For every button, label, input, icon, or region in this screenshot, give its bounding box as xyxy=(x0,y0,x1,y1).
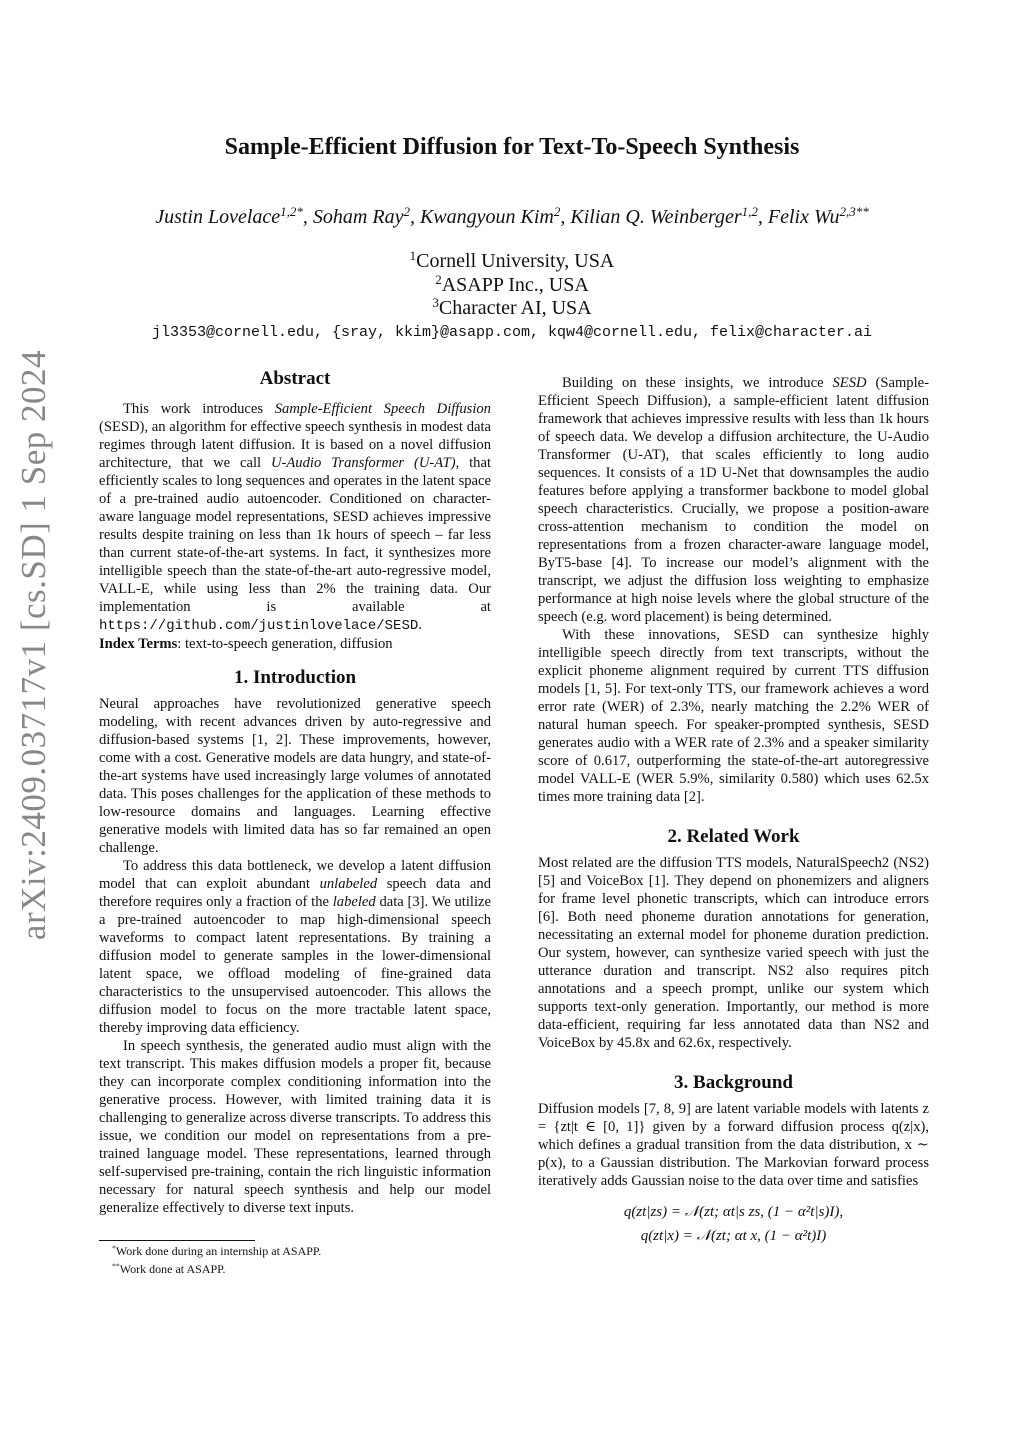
author-emails: jl3353@cornell.edu, {sray, kkim}@asapp.com, kqw4@cornell.edu, felix@character.ai xyxy=(151,324,873,341)
paragraph-text: Building on these insights, we introduce xyxy=(562,375,833,391)
author-affiliation-mark: 2 xyxy=(553,203,561,219)
abstract-text: , that efficiently scales to long sequences and operates in the latent space of a pre-trained audio autoencoder. Conditioned on character-aware language model representations, SESD achieves impressive results despite training on less than 1k hours of speech – far less than current state-of-the-art systems. In fact, it synthesizes more intelligible speech than the state-of-the-art auto-regressive model, VALL-E, while using less than 2% the training data. Our implementation is available at xyxy=(99,455,491,615)
author-affiliation-mark: 2,3** xyxy=(839,203,869,219)
abstract-heading: Abstract xyxy=(259,368,331,389)
paragraph-text: speech data and therefore requires only a fraction of the xyxy=(99,876,491,910)
introduction-paragraph xyxy=(99,857,491,1037)
paragraph-text: data [3]. We utilize a pre-trained autoencoder to map high-dimensional speech waveforms to compact latent representations. By training a diffusion model to generate samples in the lower-dimensional latent space, we offload modeling of fine-grained data characteristics to the unsupervised autoencoder. This allows the diffusion model to focus on the more tractable latent space, thereby improving data efficiency. xyxy=(99,894,491,1036)
author-affiliation-mark: 1,2* xyxy=(280,203,303,219)
index-terms-text: : text-to-speech generation, diffusion xyxy=(177,636,393,652)
introduction-paragraph: With these innovations, SESD can synthesize highly intelligible speech directly from text transcripts, without the explicit phoneme alignment required by current TTS diffusion models [1, 5]. For text-only TTS, our framework achieves a word error rate (WER) of 2.3%, nearly matching the 2.2% WER of natural human speech. For speaker-prompted synthesis, SESD generates audio with a WER rate of 2.3% and a speaker similarity score of 0.617, outperforming the state-of-the-art autoregressive model VALL-E (WER 5.9%, similarity 0.580) which uses 62.5x times more training data [2]. xyxy=(538,627,929,805)
paragraph-text: To address this data bottleneck, we develop a latent diffusion model that can exploit abundant xyxy=(99,858,491,892)
affiliation-mark: 3 xyxy=(432,294,439,310)
abstract-emphasis: Sample-Efficient Speech Diffusion xyxy=(274,401,491,417)
equation-forward-process: q(zt|zs) = 𝒩(zt; αt|s zs, (1 − α²t|s)I), xyxy=(623,1204,844,1220)
footnote-rule xyxy=(99,1240,255,1241)
footnote-mark: ** xyxy=(112,1261,120,1271)
author-name: Kwangyoun Kim xyxy=(419,206,554,228)
paragraph-text: (Sample-Efficient Speech Diffusion), a sample-efficient latent diffusion framework that achieves impressive results with less than 1k hours of speech data. We develop a diffusion architecture, the U-Audio Transformer (U-AT), that scales efficiently to long audio sequences. It consists of a 1D U-Net that downsamples the audio features before applying a transformer backbone to model global speech characteristics. Crucially, we propose a position-aware cross-attention mechanism to condition the model on representations from a frozen character-aware language model, ByT5-base [4]. To increase our model’s alignment with the transcript, we adjust the diffusion loss weighting to emphasize performance at high noise levels where the global structure of the speech (e.g. word placement) is being determined. xyxy=(538,375,929,625)
footnote-mark: * xyxy=(112,1243,116,1253)
right-column xyxy=(538,374,929,1248)
related-work-heading: 2. Related Work xyxy=(667,826,800,847)
introduction-paragraph: In speech synthesis, the generated audio must align with the text transcript. This makes diffusion models a proper fit, because they can incorporate complex conditioning information into the generative process. However, with limited training data it is challenging to generalize across diverse transcripts. To address this issue, we condition our model on representations from a pre-trained language model. These representations, learned through self-supervised pre-training, contain the rich linguistic information necessary for natural speech synthesis and help our model generalize effectively to diverse text inputs. xyxy=(99,1038,491,1216)
affiliation xyxy=(0,271,1024,297)
paragraph-emphasis: labeled xyxy=(332,894,376,910)
arxiv-sidebar-stamp xyxy=(14,255,54,1035)
abstract-text: This work introduces xyxy=(123,401,275,417)
footnote-text: Work done during an internship at ASAPP. xyxy=(115,1244,322,1258)
footnote-text: Work done at ASAPP. xyxy=(119,1262,226,1276)
abstract-body: This work introduces Sample-Efficient Speech Diffusion (SESD), an algorithm for effective speech synthesis in modest data regimes through latent diffusion. It is based on a novel diffusion architecture, that we call U-Audio Transformer (U-AT), that efficiently scales to long sequences and operates in the latent space of a pre-trained audio autoencoder. Conditioned on character-aware language model representations, SESD achieves impressive results despite training on less than 1k hours of speech – far less than current state-of-the-art systems. In fact, it synthesizes more intelligible speech than the state-of-the-art auto-regressive model, VALL-E, while using less than 2% the training data. Our implementation is available at https://github.com/justinlovelace/SESD. xyxy=(99,401,491,634)
author-list: Justin Lovelace$^{1,2*}$, Soham Ray$^2$, Kwangyoun Kim$^2$, Kilian Q. Weinberger$^{1,2}$, Felix $Wu^{2,3**}$ xyxy=(155,203,869,228)
index-terms-label: Index Terms xyxy=(99,636,178,652)
affiliation-mark: 2 xyxy=(435,271,442,287)
author-affiliation-mark: 2 xyxy=(403,203,410,219)
author-name: Kilian Q. Weinberger xyxy=(570,206,742,228)
paragraph-emphasis: SESD xyxy=(832,375,867,391)
footnote xyxy=(112,1262,226,1277)
repository-link[interactable]: https://github.com/justinlovelace/SESD xyxy=(99,618,419,634)
paper-title: Sample-Efficient Diffusion for Text-To-Speech Synthesis xyxy=(224,134,800,160)
introduction-paragraph xyxy=(538,374,929,626)
related-work-paragraph: Most related are the diffusion TTS models, NaturalSpeech2 (NS2) [5] and VoiceBox [1]. They depend on phonemizers and aligners for frame level phonetic transcripts, which can introduce errors [6]. Both need phoneme duration annotations for generation, necessitating an external model for phoneme duration prediction. Our system, however, can synthesize varied speech with just the utterance duration and transcript. NS2 also requires pitch annotations and a speech prompt, unlike our system which supports text-only generation. Importantly, our method is more data-efficient, requiring far less annotated data than NS2 and VoiceBox by 45.8x and 62.6x, respectively. xyxy=(538,855,929,1051)
author-name: Soham Ray xyxy=(312,206,404,228)
introduction-paragraph: Neural approaches have revolutionized generative speech modeling, with recent advances driven by auto-regressive and diffusion-based systems [1, 2]. These improvements, however, come with a cost. Generative models are data hungry, and state-of-the-art systems have used increasingly large volumes of annotated data. This poses challenges for the application of these methods to low-resource domains and languages. Learning effective generative models with limited data has so far remained an open challenge. xyxy=(99,696,491,856)
affiliation-name: Cornell University, USA xyxy=(416,250,615,272)
index-terms xyxy=(99,635,491,653)
author-name: Justin Lovelace xyxy=(155,206,281,228)
author-affiliation-mark: 1,2 xyxy=(741,203,758,219)
abstract-text: (SESD), an algorithm for effective speech synthesis in modest data regimes through latent diffusion. It is based on a novel diffusion architecture, that we call xyxy=(99,419,491,471)
affiliation-mark: 1 xyxy=(409,247,417,263)
equation-marginal: q(zt|x) = 𝒩(zt; αt x, (1 − α²t)I) xyxy=(640,1228,827,1244)
introduction-heading: 1. Introduction xyxy=(233,667,357,688)
author-name: Felix Wu xyxy=(767,206,840,228)
background-heading: 3. Background xyxy=(674,1072,793,1093)
footnote xyxy=(112,1244,321,1259)
affiliation xyxy=(0,294,1024,320)
abstract-emphasis: U-Audio Transformer (U-AT) xyxy=(270,455,456,471)
background-paragraph: Diffusion models [7, 8, 9] are latent variable models with latents z = {zt|t ∈ [0, 1]} given by a forward diffusion process q(z|x), which defines a gradual transition from the data distribution, x ∼ p(x), to a Gaussian distribution. The Markovian forward process iteratively adds Gaussian noise to the data over time and satisfies xyxy=(538,1101,929,1189)
paragraph-emphasis: unlabeled xyxy=(319,876,378,892)
affiliation xyxy=(0,247,1024,273)
affiliation-name: ASAPP Inc., USA xyxy=(441,274,589,296)
arxiv-id: arXiv:2409.03717v1 [cs.SD] 1 Sep 2024 xyxy=(14,349,53,941)
affiliation-name: Character AI, USA xyxy=(438,297,592,319)
left-column xyxy=(99,370,491,1217)
